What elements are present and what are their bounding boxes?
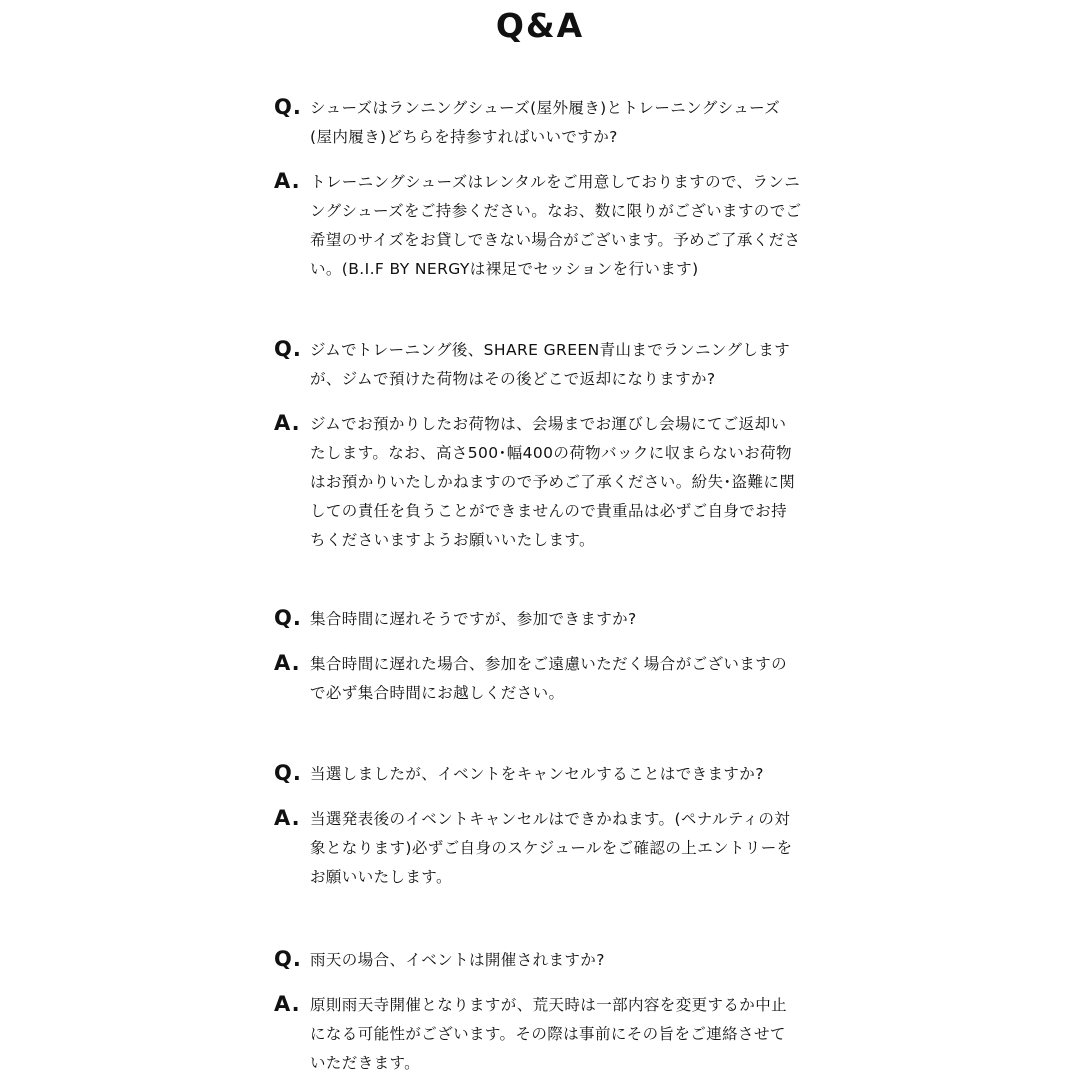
- answer-row: [274, 805, 814, 892]
- question-text: 当選しましたが、イベントをキャンセルすることはできますか?: [310, 765, 764, 783]
- answer-text: ジムでお預かりしたお荷物は、会場までお運びし会場にてご返却い たします。なお、高さ500･幅400の荷物バックに収まらないお荷物 はお預かりいたしかねますので予めご了承ください。紛失･盗難に関 しての責任を負うことができませんので貴重品は必ずご自身でお持 ちくださいますようお願いいたします。: [310, 415, 796, 549]
- answer-text: 集合時間に遅れた場合、参加をご遠慮いただく場合がございますの で必ず集合時間にお越しください。: [310, 655, 788, 702]
- answer-text: トレーニングシューズはレンタルをご用意しておりますので、ランニ ングシューズをご持参ください。なお、数に限りがございますのでご 希望のサイズをお貸しできない場合がございます。予めご了承くださ い。(B.I.F BY NERGYは裸足でセッションを行います): [310, 173, 802, 278]
- answer-text: 原則雨天寺開催となりますが、荒天時は一部内容を変更するか中止 になる可能性がございます。その際は事前にその旨をご連絡させて いただきます。: [310, 996, 788, 1072]
- question-text: 雨天の場合、イベントは開催されますか?: [310, 951, 605, 969]
- question-mark: Q.: [274, 337, 302, 361]
- question-mark: Q.: [274, 95, 302, 119]
- question-mark: Q.: [274, 606, 302, 630]
- answer-row: [274, 650, 814, 708]
- question-mark: Q.: [274, 947, 302, 971]
- question-row: [274, 605, 814, 634]
- question-mark: Q.: [274, 761, 302, 785]
- question-text: 集合時間に遅れそうですが、参加できますか?: [310, 610, 637, 628]
- qa-item-2: [274, 336, 814, 555]
- question-row: [274, 94, 814, 152]
- answer-mark: A.: [274, 651, 301, 675]
- answer-row: [274, 410, 814, 555]
- answer-mark: A.: [274, 169, 301, 193]
- answer-mark: A.: [274, 806, 301, 830]
- question-row: [274, 946, 814, 975]
- qa-item-1: [274, 94, 814, 284]
- question-text: ジムでトレーニング後、SHARE GREEN青山までランニングします が、ジムで預けた荷物はその後どこで返却になりますか?: [310, 341, 791, 388]
- qa-item-4: [274, 760, 814, 892]
- answer-row: [274, 991, 814, 1078]
- page-title: Q&A: [495, 6, 585, 45]
- answer-mark: A.: [274, 992, 301, 1016]
- answer-mark: A.: [274, 411, 301, 435]
- qa-item-5: [274, 946, 814, 1078]
- qa-item-3: [274, 605, 814, 708]
- answer-row: [274, 168, 814, 284]
- question-row: [274, 760, 814, 789]
- question-text: シューズはランニングシューズ(屋外履き)とトレーニングシューズ (屋内履き)どちらを持参すればいいですか?: [310, 99, 781, 146]
- question-row: [274, 336, 814, 394]
- answer-text: 当選発表後のイベントキャンセルはできかねます。(ペナルティの対 象となります)必ずご自身のスケジュールをご確認の上エントリーを お願いいたします。: [310, 810, 793, 886]
